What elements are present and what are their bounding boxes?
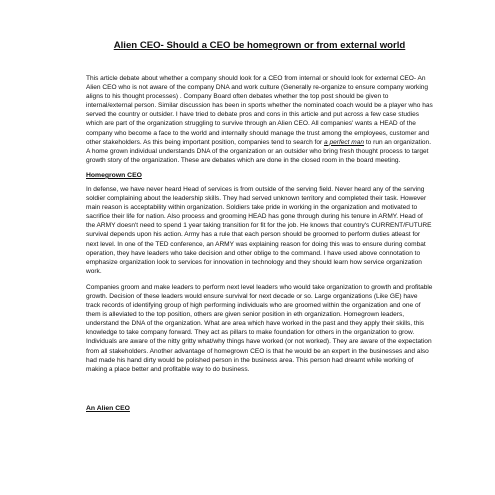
homegrown-ceo-heading: Homegrown CEO (86, 171, 142, 179)
perfect-man-phrase: a perfect man (324, 138, 365, 146)
homegrown-paragraph-defense: In defense, we have never heard Head of services is from outside of the serving field. Never heard any of the serving soldier complaining about the leadership skills. They had served unknown territory and completed their task. However main reason is acceptability within organization. Soldiers take pride in working in the organization and motivated to sacrifice their life for nation. Also process and grooming HEAD has gone through during his tenure in ARMY. Head of the ARMY doesn't need to spend 1 year taking transition for fit for the job. He knows that country's CURRENT/FUTURE survival depends upon his action. Army has a rule that each person should be groomed to perform duties atleast for next level. In one of the TED conference, an ARMY was explaining reason for doing this was to ensure during combat operation, they have leaders who take decision and other oblige to the command. I have used above connotation to emphasize organization look to services for innovation in technology and they should learn how service organization work. (86, 185, 432, 275)
intro-text-end: to run an organization. A home grown individual understands DNA of the organization or an outsider who bring fresh thought process to target growth story of the organization. These are debates which are done in the closed room in the board meeting. (86, 138, 432, 164)
intro-text-start: This article debate about whether a company should look for a CEO from internal or should look for external CEO- An Alien CEO who is not aware of the company DNA and work culture (Generally re-organize to ensure company working aligns to his thought processes) . Company Board often debates whether the top post should be given to internal/external person. Similar discussion has been in sports whether the nominated coach would be a player who has served the country or outsider. I have tried to debate pros and cons in this article and put across a few case studies which are part of the organization struggling to survive through an Alien CEO. All companies' wants a HEAD of the company who become a face to the world and internally should manage the trust among the employees, customer and other stakeholders. As this being important position, companies tend to search for (86, 75, 433, 146)
document-title: Alien CEO- Should a CEO be homegrown or from external world (113, 40, 406, 51)
intro-paragraph (86, 74, 433, 165)
alien-ceo-heading: An Alien CEO (86, 404, 130, 412)
homegrown-paragraph-companies: Companies groom and make leaders to perform next level leaders who would take organization to growth and profitable growth. Decision of these leaders would ensure survival for next decade or so. Large organizations (Like GE) have track records of identifying group of high performing individuals who are groomed within the organization and one of them is alleviated to the top position, others are given senior position in eth organization. Homegrown leaders, understand the DNA of the organization. What are area which have worked in the past and they apply their skills, this knowledge to take company forward. They act as pillars to make foundation for others in the organization to grow. Individuals are aware of the nitty gritty what/why things have worked (or not worked). They are aware of the expectation from all stakeholders. Another advantage of homegrown CEO is that he would be an expert in the businesses and also had made his hand dirty would be polished person in the business area. This person had dreamt while working of making a place better and profitable way to do business. (86, 283, 433, 373)
